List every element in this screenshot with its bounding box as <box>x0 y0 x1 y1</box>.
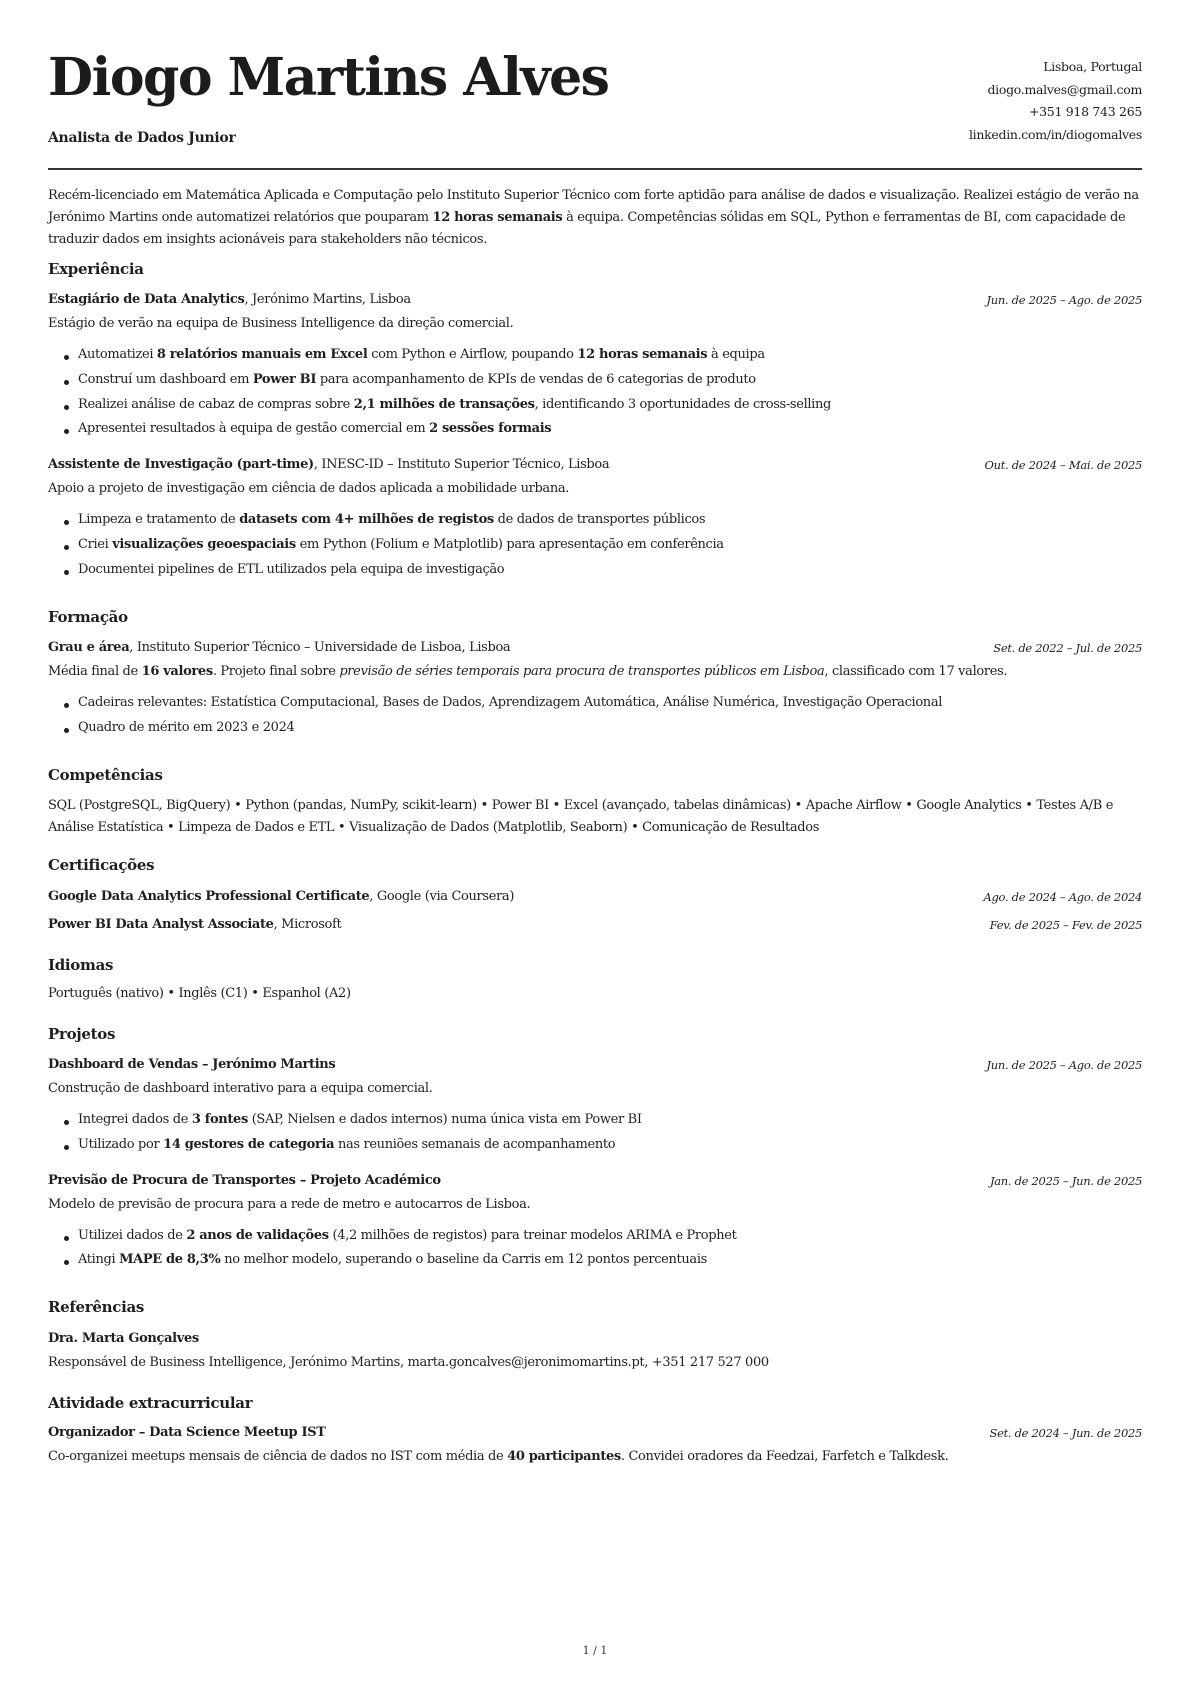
list-item: Realizei análise de cabaz de compras sobre 2,1 milhões de transações, identificando 3 oportunidades de cross-selling <box>78 397 831 412</box>
list-item: Limpeza e tratamento de datasets com 4+ milhões de registos de dados de transportes públicos <box>78 512 706 527</box>
list-item: Utilizado por 14 gestores de categoria nas reuniões semanais de acompanhamento <box>78 1137 616 1152</box>
section-title-experience: Experiência <box>48 260 144 278</box>
list-item: Criei visualizações geoespaciais em Python (Folium e Matplotlib) para apresentação em conferência <box>78 537 724 552</box>
job-role: Assistente de Investigação (part-time) <box>48 457 314 472</box>
summary-text: à equipa. Competências sólidas em SQL, Python e ferramentas de BI, com capacidade de traduzir dados em insights acionáveis para stakeholders não técnicos. <box>48 210 1126 247</box>
certification-date: Fev. de 2025 – Fev. de 2025 <box>989 918 1142 932</box>
extracurricular-heading: Organizador – Data Science Meetup IST <box>48 1425 326 1440</box>
list-item: Atingi MAPE de 8,3% no melhor modelo, superando o baseline da Carris em 12 pontos percentuais <box>78 1252 707 1267</box>
education-date: Set. de 2022 – Jul. de 2025 <box>993 641 1142 655</box>
degree: Grau e área <box>48 640 130 655</box>
summary-text: Recém-licenciado em Matemática Aplicada e Computação pelo Instituto Superior Técnico com forte aptidão para análise de dados e visualização. Realizei estágio de verão na Jerónimo Martins onde automatizei relatórios que pouparam <box>48 188 1139 225</box>
section-title-projects: Projetos <box>48 1025 116 1043</box>
list-item: Automatizei 8 relatórios manuais em Excel com Python e Airflow, poupando 12 horas semanais à equipa <box>78 347 765 362</box>
project-description: Modelo de previsão de procura para a rede de metro e autocarros de Lisboa. <box>48 1197 531 1212</box>
experience-heading <box>48 292 411 307</box>
section-title-extracurricular: Atividade extracurricular <box>48 1394 253 1412</box>
project-heading: Previsão de Procura de Transportes – Projeto Académico <box>48 1173 441 1188</box>
list-item: Utilizei dados de 2 anos de validações (4,2 milhões de registos) para treinar modelos ARIMA e Prophet <box>78 1228 737 1243</box>
resume-page <box>48 0 1142 1464</box>
list-item: Construí um dashboard em Power BI para acompanhamento de KPIs de vendas de 6 categorias de produto <box>78 372 756 387</box>
extracurricular-date: Set. de 2024 – Jun. de 2025 <box>989 1426 1142 1440</box>
candidate-headline: Analista de Dados Junior <box>48 130 236 146</box>
job-description: Estágio de verão na equipa de Business Intelligence da direção comercial. <box>48 316 514 331</box>
section-title-skills: Competências <box>48 766 163 784</box>
reference-name: Dra. Marta Gonçalves <box>48 1331 199 1346</box>
contact-phone[interactable]: +351 918 743 265 <box>1028 104 1142 119</box>
summary-paragraph <box>48 185 1142 251</box>
job-date: Jun. de 2025 – Ago. de 2025 <box>986 293 1142 307</box>
candidate-name: Diogo Martins Alves <box>48 47 609 108</box>
job-description: Apoio a projeto de investigação em ciência de dados aplicada a mobilidade urbana. <box>48 481 570 496</box>
contact-block <box>969 56 1142 146</box>
contact-email[interactable]: diogo.malves@gmail.com <box>987 81 1142 97</box>
project-date: Jan. de 2025 – Jun. de 2025 <box>989 1174 1142 1188</box>
education-heading <box>48 640 510 655</box>
project-date: Jun. de 2025 – Ago. de 2025 <box>986 1058 1142 1072</box>
job-role: Estagiário de Data Analytics <box>48 292 245 307</box>
contact-linkedin[interactable]: linkedin.com/in/diogomalves <box>968 126 1142 142</box>
job-org: , INESC-ID – Instituto Superior Técnico, Lisboa <box>313 457 610 472</box>
contact-location: Lisboa, Portugal <box>1043 59 1142 74</box>
skills-list: SQL (PostgreSQL, BigQuery) • Python (pandas, NumPy, scikit-learn) • Power BI • Excel (avançado, tabelas dinâmicas) • Apache Airflow • Google Analytics • Testes A/B e Análise Estatística • Limpeza de Dados e ETL • Visualização de Dados (Matplotlib, Seaborn) • Comunicação de Resultados <box>48 798 1114 835</box>
job-org: , Jerónimo Martins, Lisboa <box>244 292 411 307</box>
project-heading: Dashboard de Vendas – Jerónimo Martins <box>48 1057 336 1072</box>
job-date: Out. de 2024 – Mai. de 2025 <box>984 458 1142 472</box>
list-item: Quadro de mérito em 2023 e 2024 <box>78 720 295 735</box>
project-description: Construção de dashboard interativo para a equipa comercial. <box>48 1081 433 1096</box>
header-divider <box>48 168 1142 170</box>
section-title-certifications: Certificações <box>48 856 155 874</box>
school: , Instituto Superior Técnico – Universidade de Lisboa, Lisboa <box>129 640 511 655</box>
section-title-languages: Idiomas <box>48 956 114 974</box>
resume-header <box>48 0 1142 170</box>
list-item: Integrei dados de 3 fontes (SAP, Nielsen e dados internos) numa única vista em Power BI <box>78 1112 642 1127</box>
reference-details: Responsável de Business Intelligence, Jerónimo Martins, marta.goncalves@jeronimomartins.pt, +351 217 527 000 <box>48 1355 769 1370</box>
section-title-references: Referências <box>48 1298 145 1316</box>
page-number: 1 / 1 <box>582 1644 608 1657</box>
certification-item: Power BI Data Analyst Associate, Microsoft <box>48 917 342 932</box>
section-title-education: Formação <box>48 608 128 626</box>
education-description: Média final de 16 valores. Projeto final sobre previsão de séries temporais para procura de transportes públicos em Lisboa, classificado com 17 valores. <box>48 664 1008 679</box>
languages-list: Português (nativo) • Inglês (C1) • Espanhol (A2) <box>48 986 351 1001</box>
list-item: Documentei pipelines de ETL utilizados pela equipa de investigação <box>78 562 505 577</box>
extracurricular-description: Co-organizei meetups mensais de ciência de dados no IST com média de 40 participantes. Convidei oradores da Feedzai, Farfetch e Talkdesk. <box>48 1449 949 1464</box>
experience-heading <box>48 457 609 472</box>
list-item: Cadeiras relevantes: Estatística Computacional, Bases de Dados, Aprendizagem Automática, Análise Numérica, Investigação Operacional <box>78 695 943 710</box>
list-item: Apresentei resultados à equipa de gestão comercial em 2 sessões formais <box>78 421 552 436</box>
summary-highlight: 12 horas semanais <box>432 210 563 225</box>
certification-item: Google Data Analytics Professional Certificate, Google (via Coursera) <box>48 889 515 904</box>
certification-date: Ago. de 2024 – Ago. de 2024 <box>983 890 1142 904</box>
